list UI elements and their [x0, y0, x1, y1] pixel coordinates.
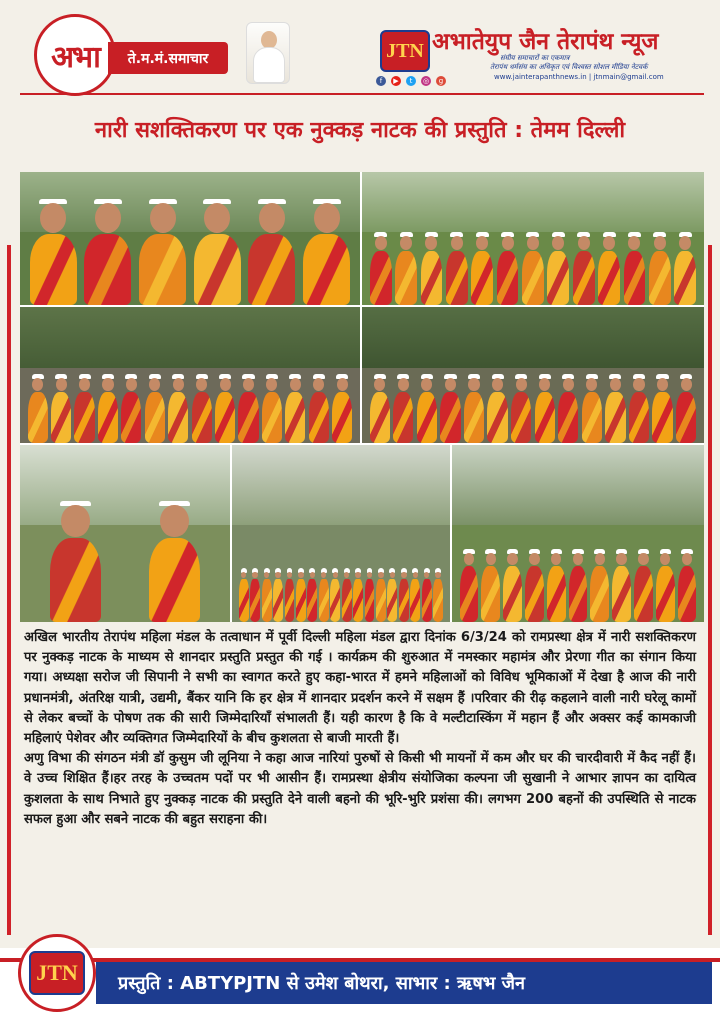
tmm-logo: [34, 14, 116, 96]
person-figure: [497, 232, 519, 305]
right-accent-stripe: [708, 245, 712, 935]
person-figure: [433, 568, 443, 622]
person-figure: [446, 232, 468, 305]
person-figure: [624, 232, 646, 305]
person-figure: [535, 374, 555, 443]
person-figure: [303, 199, 350, 305]
person-figure: [84, 199, 131, 305]
person-figure: [332, 374, 352, 443]
person-figure: [676, 374, 696, 443]
person-figure: [582, 374, 602, 443]
person-figure: [239, 568, 249, 622]
person-figure: [569, 549, 588, 622]
person-figure: [573, 232, 595, 305]
person-figure: [139, 199, 186, 305]
person-figure: [678, 549, 697, 622]
jtn-logo: JTN: [380, 30, 430, 72]
person-figure: [417, 374, 437, 443]
person-figure: [590, 549, 609, 622]
person-figure: [393, 374, 413, 443]
person-figure: [612, 549, 631, 622]
photo-large-group: [232, 445, 450, 622]
person-figure: [273, 568, 283, 622]
person-figure: [250, 568, 260, 622]
brand-subtitle: तेरापंथ धर्मसंघ का अधिकृत एवं विश्वस्त सोशल मीडिया नेटवर्क: [490, 63, 648, 71]
person-figure: [481, 549, 500, 622]
person-figure: [365, 568, 375, 622]
header-divider: [20, 93, 704, 95]
photo-group-seated-right: [362, 307, 704, 443]
person-figure: [309, 374, 329, 443]
person-figure: [50, 501, 102, 622]
person-figure: [262, 374, 282, 443]
person-figure: [460, 549, 479, 622]
person-figure: [353, 568, 363, 622]
twitter-icon[interactable]: t: [406, 76, 416, 86]
person-figure: [296, 568, 306, 622]
photo-performers-standing: [452, 445, 704, 622]
article-paragraph-2: अणु विभा की संगठन मंत्री डॉ कुसुम जी लूनिया ने कहा आज नारियां पुरुषों से किसी भी मायनों में कम और घर की चारदीवारी में कैद नहीं हैं। वे उच्च शिक्षित हैं।हर तरह के उच्चतम पदों पर भी आसीन हैं। रामप्रस्था क्षेत्रीय संयोजिका कल्पना जी सुखानी ने आभार ज्ञापन का दायित्व कुशलता के साथ निभाते हुए नुक्कड़ नाटक की प्रस्तुति देने वाली बहनो की भूरि-भुरि प्रशंसा की। लगभग 200 बहनों की उपस्थिति से नाटक सफल हुआ और सबने नाटक की बहुत सराहना की।: [24, 751, 696, 827]
person-figure: [51, 374, 71, 443]
person-figure: [674, 232, 696, 305]
section-label: ते.म.मं.समाचार: [108, 42, 228, 74]
person-figure: [194, 199, 241, 305]
person-figure: [238, 374, 258, 443]
person-figure: [598, 232, 620, 305]
person-figure: [511, 374, 531, 443]
person-figure: [395, 232, 417, 305]
person-figure: [215, 374, 235, 443]
acharya-portrait: [246, 22, 290, 84]
person-figure: [342, 568, 352, 622]
person-figure: [145, 374, 165, 443]
person-figure: [370, 374, 390, 443]
person-figure: [421, 232, 443, 305]
header: [0, 0, 720, 100]
person-figure: [629, 374, 649, 443]
person-figure: [634, 549, 653, 622]
person-figure: [330, 568, 340, 622]
person-figure: [121, 374, 141, 443]
person-figure: [319, 568, 329, 622]
person-figure: [168, 374, 188, 443]
brand-website[interactable]: www.jainterapanthnews.in | jtnmain@gmail.com: [494, 73, 664, 81]
person-figure: [399, 568, 409, 622]
person-figure: [262, 568, 272, 622]
person-figure: [503, 549, 522, 622]
brand-tagline: संघीय समाचारों का एकमात्र: [500, 54, 570, 62]
social-icons: [376, 76, 446, 86]
tmm-logo-mark: अभा: [51, 39, 99, 75]
photo-two-speakers: [20, 445, 230, 622]
photo-group-seated-left: [20, 307, 360, 443]
youtube-icon[interactable]: ▶: [391, 76, 401, 86]
photo-collage: [20, 172, 704, 622]
person-figure: [98, 374, 118, 443]
person-figure: [410, 568, 420, 622]
person-figure: [192, 374, 212, 443]
person-figure: [387, 568, 397, 622]
facebook-icon[interactable]: f: [376, 76, 386, 86]
person-figure: [307, 568, 317, 622]
person-figure: [464, 374, 484, 443]
footer-jtn-mark: JTN: [29, 951, 85, 995]
person-figure: [547, 232, 569, 305]
headline: नारी सशक्तिकरण पर एक नुक्कड़ नाटक की प्रस्तुति : तेमम दिल्ली: [94, 118, 626, 143]
person-figure: [558, 374, 578, 443]
person-figure: [30, 199, 77, 305]
footer-jtn-logo: [18, 934, 96, 1012]
instagram-icon[interactable]: ◎: [422, 77, 430, 85]
person-figure: [28, 374, 48, 443]
left-accent-stripe: [7, 245, 11, 935]
person-figure: [149, 501, 201, 622]
person-figure: [370, 232, 392, 305]
person-figure: [248, 199, 295, 305]
person-figure: [605, 374, 625, 443]
person-figure: [285, 568, 295, 622]
google-plus-icon[interactable]: g: [436, 76, 446, 86]
brand-title: अभातेयुप जैन तेरापंथ न्यूज: [432, 29, 659, 55]
person-figure: [652, 374, 672, 443]
article-paragraph-1: अखिल भारतीय तेरापंथ महिला मंडल के तत्वाधान में पूर्वी दिल्ली महिला मंडल द्वारा दिनांक 6/3/24 को रामप्रस्था क्षेत्र में नारी सशक्तिकरण पर नुक्कड़ नाटक के माध्यम से शानदार प्रस्तुति प्रस्तुत की गई । कार्यक्रम की शुरुआत में नमस्कार महामंत्र और प्रेरणा गीत का संगान किया गया। अध्यक्षा सरोज जी सिपानी ने सभी का स्वागत करते हुए कहा-भारत में हमने महिलाओं को विविध भूमिकाओं में देखा है आज की नारी प्रधानमंत्री, अंतरिक्ष यात्री, उद्यमी, बैंकर यानि कि हर क्षेत्र में शानदार प्रदर्शन करने में सक्षम हैं ।परिवार की रीढ़ कहलाने वाली नारी घरेलू कामों से लेकर बच्चों के पोषण तक की सारी जिम्मेदारियाँ संभालती हैं। यही कारण है कि वे मल्टीटास्किंग में महान हैं और अक्सर कई कामकाजी महिलाएं पेशेवर और व्यक्तिगत जिम्मेदारियों के बीच कुशलता से बाजी मारती हैं।: [24, 630, 696, 747]
person-figure: [649, 232, 671, 305]
person-figure: [74, 374, 94, 443]
person-figure: [522, 232, 544, 305]
person-figure: [471, 232, 493, 305]
person-figure: [285, 374, 305, 443]
person-figure: [487, 374, 507, 443]
photo-group-closeup: [20, 172, 360, 305]
photo-line-in-park: [362, 172, 704, 305]
person-figure: [422, 568, 432, 622]
person-figure: [656, 549, 675, 622]
person-figure: [376, 568, 386, 622]
person-figure: [547, 549, 566, 622]
article-body: [24, 628, 696, 830]
person-figure: [440, 374, 460, 443]
person-figure: [525, 549, 544, 622]
credit-line: प्रस्तुति : ABTYPJTN से उमेश बोथरा, साभार : ऋषभ जैन: [96, 962, 712, 1004]
